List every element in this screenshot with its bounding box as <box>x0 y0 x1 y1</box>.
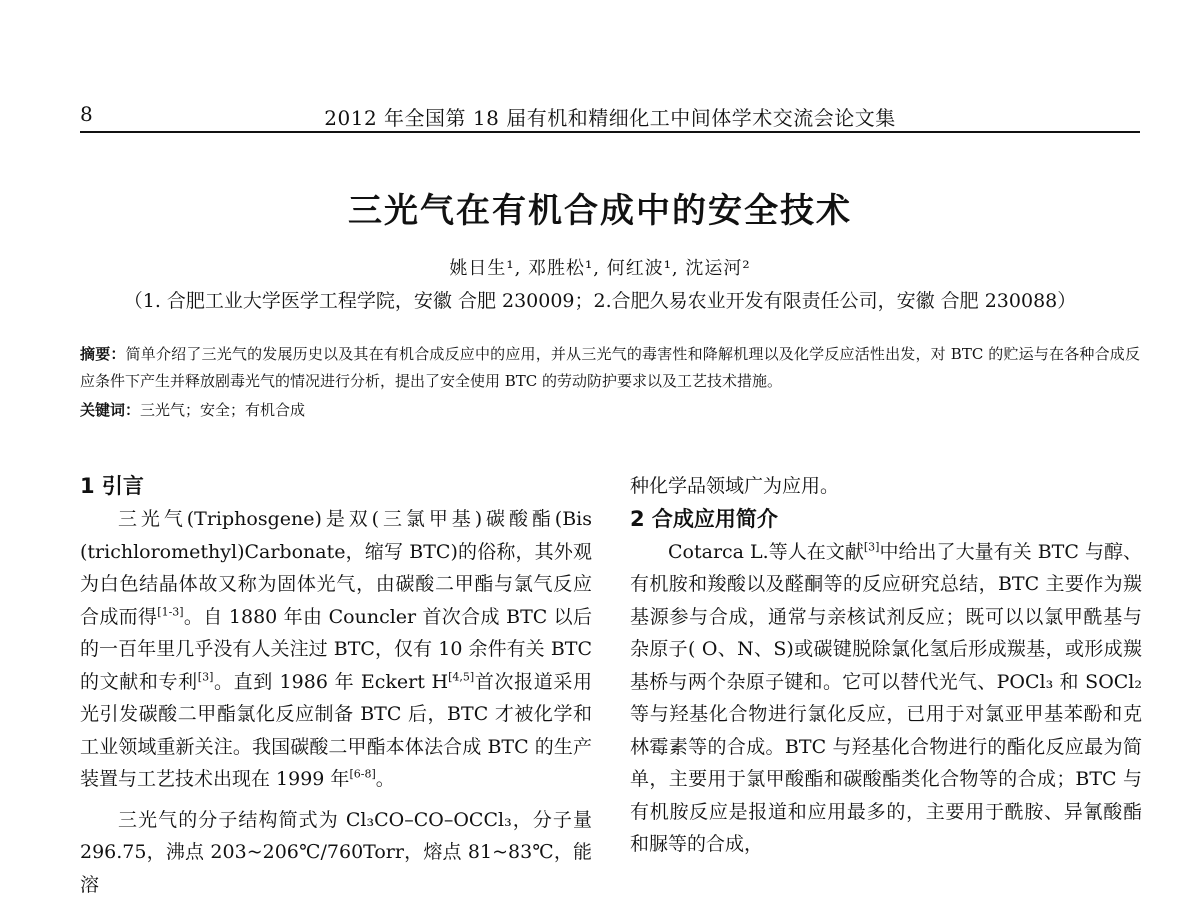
text-run: 。直到 1986 年 Eckert H <box>213 671 448 693</box>
keywords-label: 关键词： <box>80 401 140 419</box>
section-heading-introduction: 1 引言 <box>80 470 592 503</box>
text-run: 首次报道采用光引发碳酸二甲酯氯化反应制备 BTC 后，BTC 才被化学和工业领域重新关注。我国碳酸二甲酯本体法合成 BTC 的生产装置与工艺技术出现在 1999 年 <box>80 671 592 791</box>
synthesis-paragraph <box>630 536 1142 861</box>
intro-paragraph-2: 三光气的分子结构简式为 Cl₃CO–CO–OCCl₃，分子量 296.75，沸点 203~206℃/760Torr，熔点 81~83℃，能溶 <box>80 804 592 901</box>
text-run: 。 <box>376 768 395 790</box>
paper-title: 三光气在有机合成中的安全技术 <box>0 183 1200 232</box>
text-run: 。自 1880 年由 Councler 首次合成 BTC 以后的一百年里几乎没有人关注过 BTC，仅有 10 余件有关 BTC 的文献和专利 <box>80 606 592 693</box>
citation-ref: [1-3] <box>157 605 183 618</box>
right-column <box>630 470 1142 861</box>
abstract <box>80 341 1140 395</box>
abstract-text: 简单介绍了三光气的发展历史以及其在有机合成反应中的应用，并从三光气的毒害性和降解机理以及化学反应活性出发，对 BTC 的贮运与在各种合成反应条件下产生并释放剧毒光气的情况进行分析，提出了安全使用 BTC 的劳动防护要求以及工艺技术措施。 <box>80 345 1140 390</box>
intro-paragraph-1 <box>80 503 592 796</box>
abstract-label: 摘要： <box>80 345 126 363</box>
keywords-text: 三光气；安全；有机合成 <box>140 401 305 419</box>
citation-ref: [6-8] <box>349 768 375 781</box>
citation-ref: [3] <box>864 540 880 553</box>
header-rule <box>80 131 1140 133</box>
text-run: 三光气(Triphosgene)是双(三氯甲基)碳酸酯(Bis (trichloromethyl)Carbonate，缩写 BTC)的俗称，其外观为白色结晶体故又称为固体光气，由碳酸二甲酯与氯气反应合成而得 <box>80 508 592 628</box>
text-run: 中给出了大量有关 BTC 与醇、有机胺和羧酸以及醛酮等的反应研究总结，BTC 主要作为羰基源参与合成，通常与亲核试剂反应；既可以以氯甲酰基与杂原子( O、N、S)或碳键脱除氯化氢后形成羰基，或形成羰基桥与两个杂原子键和。它可以替代光气、POCl₃ 和 SOCl₂ 等与羟基化合物进行氯化反应，已用于对氯亚甲基苯酚和克林霉素等的合成。BTC 与羟基化合物进行的酯化反应最为简单，主要用于氯甲酸酯和碳酸酯类化合物等的合成；BTC 与有机胺反应是报道和应用最多的，主要用于酰胺、异氰酸酯和脲等的合成， <box>630 541 1142 856</box>
citation-ref: [3] <box>198 670 214 683</box>
page-number: 8 <box>80 102 93 126</box>
left-column <box>80 470 592 901</box>
affiliations: （1. 合肥工业大学医学工程学院，安徽 合肥 230009；2.合肥久易农业开发有限责任公司，安徽 合肥 230088） <box>60 286 1140 313</box>
continued-text: 种化学品领域广为应用。 <box>630 470 1142 503</box>
authors: 姚日生¹, 邓胜松¹, 何红波¹, 沈运河² <box>0 254 1200 280</box>
citation-ref: [4,5] <box>448 670 474 683</box>
text-run: Cotarca L.等人在文献 <box>668 541 864 563</box>
section-heading-synthesis: 2 合成应用简介 <box>630 503 1142 536</box>
keywords <box>80 397 1140 424</box>
running-head: 2012 年全国第 18 届有机和精细化工中间体学术交流会论文集 <box>80 102 1140 131</box>
page-header <box>80 98 1140 130</box>
